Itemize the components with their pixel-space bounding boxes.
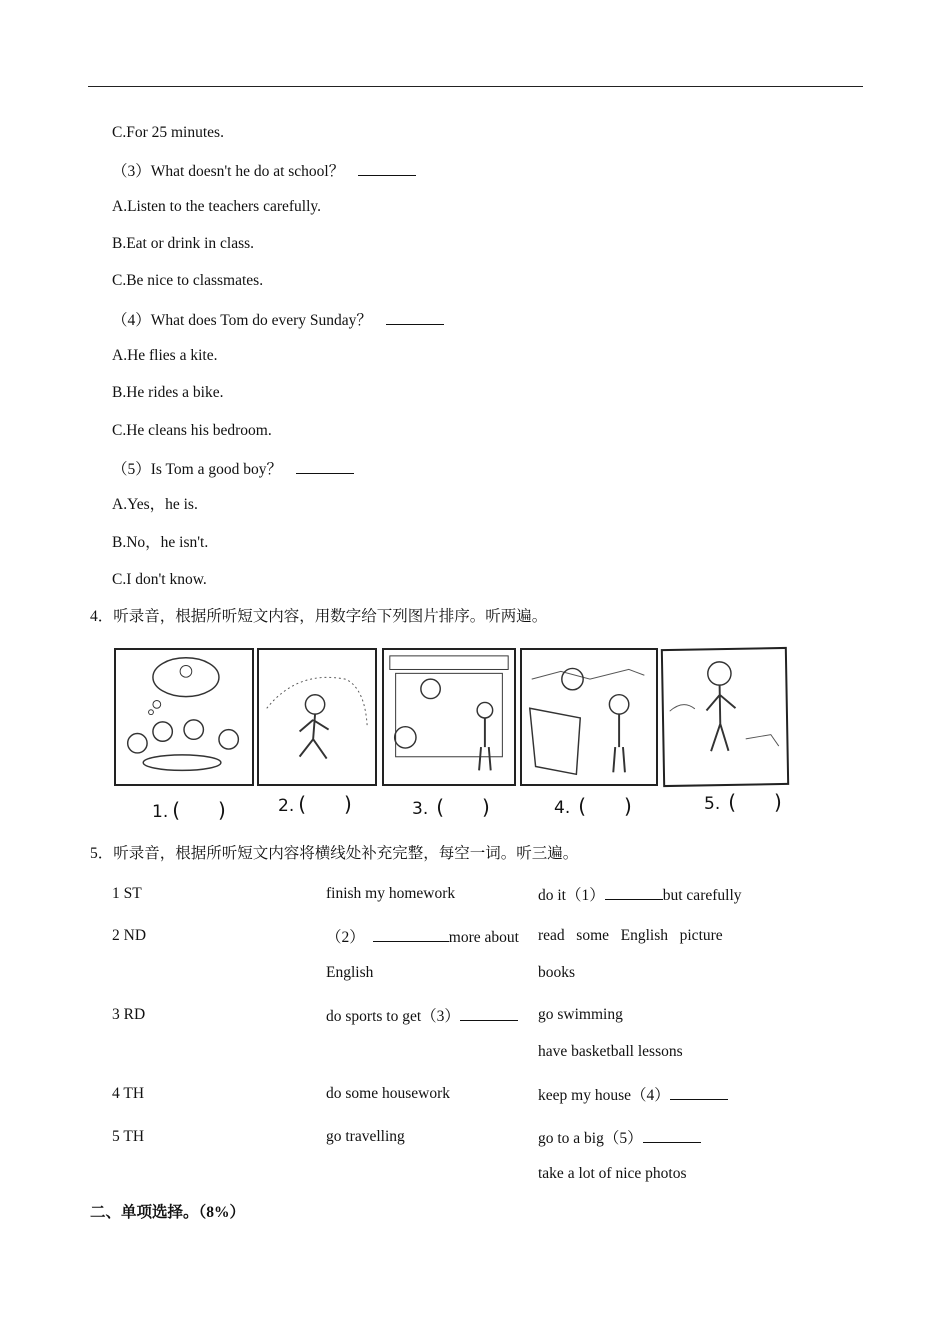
row4-activity: do some housework	[326, 1085, 450, 1102]
picture-1-answer[interactable]: 1. ( )	[152, 798, 226, 822]
q3-sub5-option-a: A.Yes，he is.	[112, 496, 198, 513]
q5-title: 5．听录音，根据所听短文内容将横线处补充完整，每空一词。听三遍。	[90, 845, 579, 862]
blank-2[interactable]	[373, 926, 449, 942]
blank-1[interactable]	[605, 884, 663, 900]
row3-activity: do sports to get（3）	[326, 1005, 518, 1027]
q4-title: 4．听录音，根据所听短文内容，用数字给下列图片排序。听两遍。	[90, 608, 548, 625]
header-rule	[88, 86, 863, 87]
row1-activity: finish my homework	[326, 885, 456, 902]
q3-sub4-prompt: （4）What does Tom do every Sunday？	[112, 309, 444, 331]
blank-3[interactable]	[460, 1005, 518, 1021]
picture-2-running-boy	[257, 648, 377, 786]
q3-sub3-option-b: B.Eat or drink in class.	[112, 235, 255, 252]
q3-sub3-option-c: C.Be nice to classmates.	[112, 272, 264, 289]
row1-rank: 1 ST	[112, 885, 142, 902]
row4-rank: 4 TH	[112, 1085, 145, 1102]
picture-4-two-boys-map	[520, 648, 658, 786]
shopping-illustration	[384, 650, 514, 784]
answer-blank[interactable]	[296, 458, 354, 474]
picture-5-answer[interactable]: 5. ( )	[704, 790, 782, 814]
walking-boy-illustration	[663, 649, 787, 785]
q3-sub4-option-a: A.He flies a kite.	[112, 347, 218, 364]
running-boy-illustration	[259, 650, 375, 784]
row5-rank: 5 TH	[112, 1128, 145, 1145]
q3-sub2-option-c: C.For 25 minutes.	[112, 124, 224, 141]
picture-1-family-dinner	[114, 648, 254, 786]
row3-rank: 3 RD	[112, 1006, 146, 1023]
q3-sub5-option-c: C.I don't know.	[112, 571, 207, 588]
section-2-title: 二、单项选择。（8%）	[90, 1204, 246, 1221]
answer-blank[interactable]	[358, 160, 416, 176]
blank-5[interactable]	[643, 1127, 701, 1143]
blank-4[interactable]	[670, 1084, 728, 1100]
q3-sub3-option-a: A.Listen to the teachers carefully.	[112, 198, 322, 215]
q3-sub3-prompt: （3）What doesn't he do at school？	[112, 160, 416, 182]
q3-sub4-option-b: B.He rides a bike.	[112, 384, 224, 401]
q3-sub5-option-b: B.No，he isn't.	[112, 534, 209, 551]
family-dinner-illustration	[116, 650, 252, 784]
row5-activity: go travelling	[326, 1128, 405, 1145]
answer-blank[interactable]	[386, 309, 444, 325]
row2-activity: （2） more about	[326, 926, 519, 948]
picture-3-answer[interactable]: 3. ( )	[412, 795, 490, 819]
picture-3-shopping	[382, 648, 516, 786]
row3-detail-line2: have basketball lessons	[538, 1043, 683, 1060]
q3-sub4-option-c: C.He cleans his bedroom.	[112, 422, 272, 439]
row5-detail-line2: take a lot of nice photos	[538, 1165, 687, 1182]
picture-4-answer[interactable]: 4. ( )	[554, 794, 632, 818]
q3-sub5-prompt: （5）Is Tom a good boy？	[112, 458, 354, 480]
row2-detail-line2: books	[538, 964, 576, 981]
row5-detail: go to a big（5）	[538, 1127, 701, 1149]
row4-detail: keep my house（4）	[538, 1084, 728, 1106]
row2-rank: 2 ND	[112, 927, 147, 944]
two-boys-map-illustration	[522, 650, 656, 784]
picture-2-answer[interactable]: 2. ( )	[278, 792, 352, 816]
row3-detail: go swimming	[538, 1006, 623, 1023]
row2-activity-line2: English	[326, 964, 374, 981]
row2-detail: read some English picture	[538, 927, 723, 944]
row1-detail: do it（1） but carefully	[538, 884, 750, 906]
picture-5-walking-boy	[661, 647, 789, 787]
